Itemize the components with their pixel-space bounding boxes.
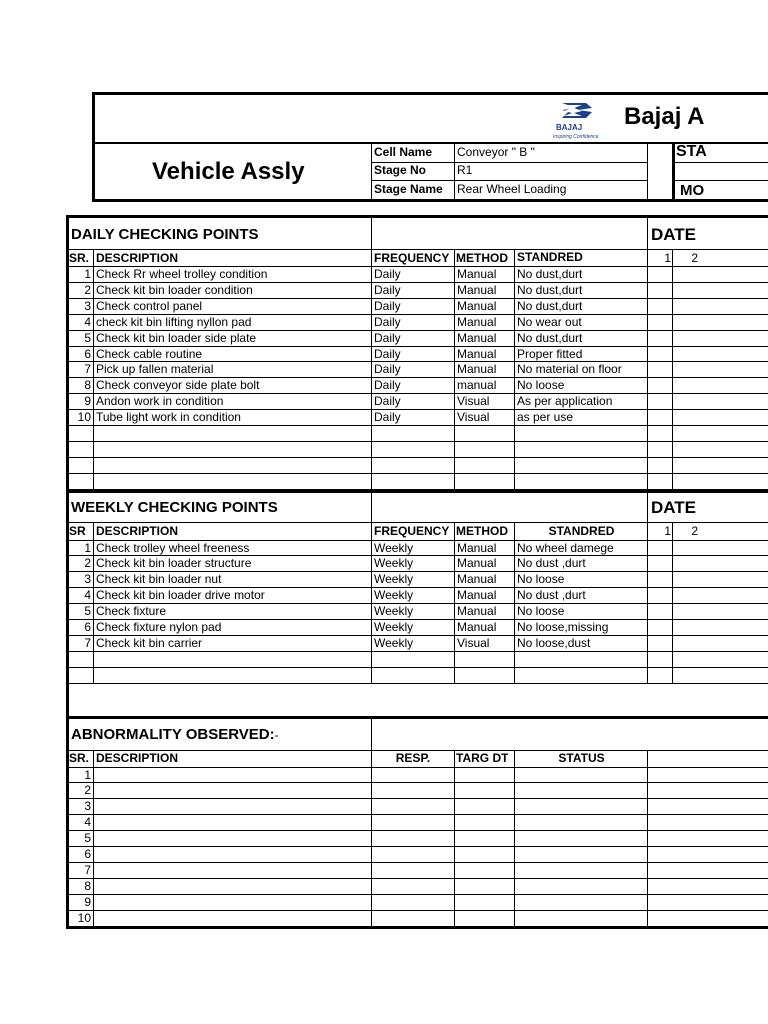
- daily-row: [0, 331, 768, 346]
- abnormality-sr-cell: 3: [84, 799, 91, 813]
- stage-name-value: Rear Wheel Loading: [457, 182, 567, 196]
- abn-col-sr: SR.: [69, 751, 90, 765]
- abnormality-sr-cell: 4: [84, 815, 91, 829]
- weekly-desc-cell: Check trolley wheel freeness: [96, 541, 250, 555]
- abnormality-sr-cell: 1: [84, 768, 91, 782]
- daily-sr-cell: 6: [84, 347, 91, 361]
- weekly-freq-cell: Weekly: [374, 620, 414, 634]
- daily-row: [0, 299, 768, 314]
- abnormality-row: [0, 831, 768, 846]
- abnormality-row: [0, 815, 768, 830]
- daily-row: [0, 410, 768, 425]
- daily-freq-cell: Daily: [374, 283, 401, 297]
- logo-tagline: Inspiring Confidence: [553, 134, 599, 140]
- abnormality-sr-cell: 10: [77, 911, 91, 925]
- daily-desc-cell: Andon work in condition: [96, 394, 224, 408]
- daily-sr-cell: 10: [77, 410, 91, 424]
- daily-col-std: STANDRED: [517, 250, 583, 264]
- daily-desc-cell: Check cable routine: [96, 347, 203, 361]
- abnormality-row: [0, 799, 768, 814]
- abnormality-sr-cell: 5: [84, 831, 91, 845]
- abn-col-targ: TARG DT: [456, 751, 509, 765]
- logo-wordmark: BAJAJ: [556, 123, 583, 132]
- daily-std-cell: No dust,durt: [517, 283, 583, 297]
- weekly-std-cell: No loose,missing: [517, 620, 609, 634]
- cell-name-value: Conveyor " B ": [457, 145, 535, 159]
- weekly-method-cell: Visual: [457, 636, 490, 650]
- abnormality-row: [0, 783, 768, 798]
- weekly-freq-cell: Weekly: [374, 572, 414, 586]
- daily-row: [0, 394, 768, 409]
- weekly-std-cell: No loose: [517, 604, 565, 618]
- weekly-row: [0, 652, 768, 667]
- weekly-std-cell: No dust ,durt: [517, 588, 586, 602]
- weekly-freq-cell: Weekly: [374, 556, 414, 570]
- weekly-method-cell: Manual: [457, 556, 497, 570]
- weekly-sr-cell: 3: [84, 572, 91, 586]
- abnormality-row: [0, 768, 768, 783]
- daily-sr-cell: 3: [84, 299, 91, 313]
- daily-row: [0, 283, 768, 298]
- weekly-sr-cell: 4: [84, 588, 91, 602]
- weekly-row: [0, 556, 768, 571]
- weekly-sr-cell: 5: [84, 604, 91, 618]
- daily-col-freq: FREQUENCY: [374, 251, 450, 265]
- weekly-method-cell: Manual: [457, 620, 497, 634]
- weekly-col-method: METHOD: [456, 524, 508, 538]
- weekly-desc-cell: Check fixture nylon pad: [96, 620, 222, 634]
- weekly-row: [0, 604, 768, 619]
- abnormality-section-title: ABNORMALITY OBSERVED:-: [71, 726, 279, 743]
- daily-col-sr: SR.: [69, 251, 90, 265]
- daily-row: [0, 474, 768, 489]
- daily-std-cell: As per application: [517, 394, 613, 408]
- daily-row: [0, 362, 768, 377]
- weekly-desc-cell: Check kit bin loader nut: [96, 572, 222, 586]
- daily-col-desc: DESCRIPTION: [96, 251, 179, 265]
- daily-sr-cell: 7: [84, 362, 91, 376]
- weekly-sr-cell: 6: [84, 620, 91, 634]
- weekly-date-label: DATE: [651, 498, 697, 517]
- weekly-method-cell: Manual: [457, 572, 497, 586]
- abnormality-row: [0, 895, 768, 910]
- weekly-freq-cell: Weekly: [374, 604, 414, 618]
- daily-std-cell: No dust,durt: [517, 331, 583, 345]
- daily-row: [0, 347, 768, 362]
- weekly-freq-cell: Weekly: [374, 636, 414, 650]
- daily-desc-cell: Pick up fallen material: [96, 362, 214, 376]
- daily-row: [0, 378, 768, 393]
- daily-method-cell: Manual: [457, 267, 497, 281]
- abnormality-sr-cell: 7: [84, 863, 91, 877]
- daily-method-cell: Manual: [457, 315, 497, 329]
- weekly-std-cell: No wheel damege: [517, 541, 614, 555]
- daily-desc-cell: Check conveyor side plate bolt: [96, 378, 260, 392]
- weekly-desc-cell: Check kit bin carrier: [96, 636, 203, 650]
- daily-method-cell: Manual: [457, 283, 497, 297]
- weekly-section-title: WEEKLY CHECKING POINTS: [71, 499, 278, 516]
- daily-section-title: DAILY CHECKING POINTS: [71, 226, 259, 243]
- abnormality-sr-cell: 8: [84, 879, 91, 893]
- daily-freq-cell: Daily: [374, 267, 401, 281]
- weekly-desc-cell: Check kit bin loader drive motor: [96, 588, 265, 602]
- daily-method-cell: Visual: [457, 410, 490, 424]
- abnormality-row: [0, 863, 768, 878]
- daily-std-cell: No dust,durt: [517, 299, 583, 313]
- cell-name-label: Cell Name: [374, 145, 433, 159]
- daily-std-cell: No wear out: [517, 315, 582, 329]
- daily-row: [0, 442, 768, 457]
- daily-freq-cell: Daily: [374, 378, 401, 392]
- daily-sr-cell: 4: [84, 315, 91, 329]
- abnormality-sr-cell: 2: [84, 783, 91, 797]
- weekly-row: [0, 620, 768, 635]
- daily-freq-cell: Daily: [374, 347, 401, 361]
- weekly-row: [0, 588, 768, 603]
- daily-freq-cell: Daily: [374, 299, 401, 313]
- daily-sr-cell: 1: [84, 267, 91, 281]
- daily-row: [0, 315, 768, 330]
- daily-freq-cell: Daily: [374, 362, 401, 376]
- daily-desc-cell: Check Rr wheel trolley condition: [96, 267, 268, 281]
- weekly-std-cell: No dust ,durt: [517, 556, 586, 570]
- daily-std-cell: No dust,durt: [517, 267, 583, 281]
- stage-no-value: R1: [457, 163, 473, 177]
- daily-method-cell: Manual: [457, 362, 497, 376]
- daily-std-cell: No loose: [517, 378, 565, 392]
- abn-col-resp: RESP.: [395, 751, 431, 765]
- daily-freq-cell: Daily: [374, 394, 401, 408]
- weekly-sr-cell: 2: [84, 556, 91, 570]
- weekly-day-2: 2: [691, 524, 698, 538]
- abn-col-status: STATUS: [558, 751, 605, 765]
- weekly-row: [0, 541, 768, 556]
- weekly-method-cell: Manual: [457, 588, 497, 602]
- daily-method-cell: Manual: [457, 331, 497, 345]
- daily-col-method: METHOD: [456, 251, 508, 265]
- weekly-row: [0, 668, 768, 683]
- page-title: Vehicle Assly: [152, 158, 305, 185]
- abnormality-sr-cell: 9: [84, 895, 91, 909]
- weekly-desc-cell: Check kit bin loader structure: [96, 556, 252, 570]
- daily-row: [0, 267, 768, 282]
- weekly-col-sr: SR: [69, 524, 86, 538]
- daily-std-cell: Proper fitted: [517, 347, 583, 361]
- weekly-day-1: 1: [664, 524, 671, 538]
- abnormality-sr-cell: 6: [84, 847, 91, 861]
- daily-day-2: 2: [691, 251, 698, 265]
- weekly-row: [0, 572, 768, 587]
- daily-freq-cell: Daily: [374, 331, 401, 345]
- brand-name: Bajaj A: [624, 103, 705, 130]
- daily-desc-cell: Check kit bin loader side plate: [96, 331, 257, 345]
- abnormality-row: [0, 879, 768, 894]
- weekly-sr-cell: 1: [84, 541, 91, 555]
- daily-row: [0, 458, 768, 473]
- daily-method-cell: Visual: [457, 394, 490, 408]
- weekly-col-std: STANDRED: [548, 524, 615, 538]
- weekly-method-cell: Manual: [457, 541, 497, 555]
- weekly-freq-cell: Weekly: [374, 541, 414, 555]
- daily-day-1: 1: [664, 251, 671, 265]
- weekly-method-cell: Manual: [457, 604, 497, 618]
- daily-date-label: DATE: [651, 225, 697, 244]
- weekly-freq-cell: Weekly: [374, 588, 414, 602]
- abnormality-row: [0, 911, 768, 926]
- abn-col-desc: DESCRIPTION: [96, 751, 179, 765]
- daily-sr-cell: 2: [84, 283, 91, 297]
- weekly-std-cell: No loose: [517, 572, 565, 586]
- daily-method-cell: Manual: [457, 299, 497, 313]
- weekly-col-freq: FREQUENCY: [374, 524, 450, 538]
- stage-no-label: Stage No: [374, 163, 427, 177]
- daily-freq-cell: Daily: [374, 315, 401, 329]
- daily-method-cell: Manual: [457, 347, 497, 361]
- daily-sr-cell: 5: [84, 331, 91, 345]
- daily-row: [0, 426, 768, 441]
- daily-method-cell: manual: [457, 378, 497, 392]
- month-label: MO: [680, 182, 705, 199]
- weekly-desc-cell: Check fixture: [96, 604, 167, 618]
- daily-desc-cell: Check control panel: [96, 299, 203, 313]
- daily-std-cell: as per use: [517, 410, 574, 424]
- daily-sr-cell: 9: [84, 394, 91, 408]
- weekly-sr-cell: 7: [84, 636, 91, 650]
- daily-desc-cell: check kit bin lifting nyllon pad: [96, 315, 252, 329]
- weekly-row: [0, 636, 768, 651]
- station-label: STA: [676, 143, 707, 160]
- daily-freq-cell: Daily: [374, 410, 401, 424]
- stage-name-label: Stage Name: [374, 182, 443, 196]
- weekly-std-cell: No loose,dust: [517, 636, 591, 650]
- abnormality-row: [0, 847, 768, 862]
- daily-desc-cell: Check kit bin loader condition: [96, 283, 253, 297]
- daily-sr-cell: 8: [84, 378, 91, 392]
- daily-desc-cell: Tube light work in condition: [96, 410, 241, 424]
- weekly-col-desc: DESCRIPTION: [96, 524, 179, 538]
- daily-std-cell: No material on floor: [517, 362, 622, 376]
